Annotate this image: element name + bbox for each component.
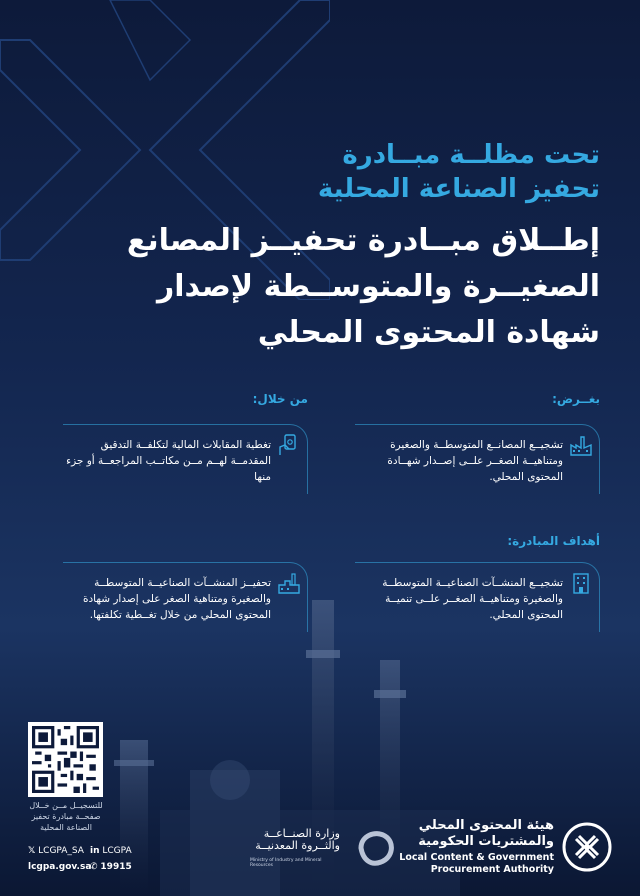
registration-qr-code[interactable]	[28, 722, 103, 797]
authority-name-ar-line-1: هيئة المحتوى المحلي	[418, 818, 554, 833]
headline-line-1: إطــلاق مبــادرة تحفيــز المصانع	[126, 223, 600, 258]
card-through-text: تغطية المقابلات المالية لتكلفــة التدقيق المقدمــة لهــم مــن مكاتــب المراجعــة أو جزء منها	[66, 439, 271, 483]
card-goal-1-text: تشجيــع المنشــآت الصناعيــة المتوسطــة والصغيرة ومتناهيــة الصغــر علــى تنميــة المحتوى المحلي.	[382, 577, 563, 621]
x-handle: LCGPA_SA	[38, 846, 84, 856]
phone-number[interactable]	[90, 862, 132, 872]
linkedin-handle: LCGPA	[102, 846, 132, 856]
qr-caption-line-3: الصناعة المحلية	[40, 823, 92, 832]
website-link[interactable]	[28, 862, 91, 872]
industrial-plant-icon	[277, 571, 301, 595]
card-goal-2	[63, 562, 308, 632]
x-social-link[interactable]	[28, 846, 84, 856]
qr-code-icon	[32, 726, 99, 793]
website-text: lcgpa.gov.sa	[28, 862, 92, 872]
headline-line-3: شهادة المحتوى المحلي	[257, 315, 600, 350]
card-goal-1	[355, 562, 600, 632]
linkedin-social-link[interactable]	[90, 846, 132, 856]
phone-text: 19915	[100, 862, 132, 872]
authority-name-ar-line-2: والمشتريات الحكومية	[418, 834, 554, 849]
card-purpose	[355, 424, 600, 494]
authority-name-en-line-2: Procurement Authority	[430, 864, 554, 875]
initiative-subheading	[180, 138, 600, 206]
subheading-line-2: تحفيز الصناعة المحلية	[317, 174, 600, 204]
qr-caption-line-2: صفحــة مبادرة تحفيز	[31, 812, 101, 821]
qr-caption	[18, 800, 114, 833]
ministry-name-ar	[250, 828, 340, 852]
authority-name-ar	[374, 818, 554, 850]
label-through: من خلال:	[252, 392, 308, 406]
ministry-name-en: Ministry of Industry and Mineral Resources	[250, 858, 322, 868]
main-headline	[40, 218, 600, 356]
authority-name-en-line-1: Local Content & Government	[399, 852, 554, 863]
payment-hand-icon	[277, 433, 301, 457]
label-goals: أهداف المبادرة:	[507, 534, 600, 548]
ministry-name-ar-line-2: والثــروة المعدنيــة	[255, 839, 340, 852]
phone-icon: ✆	[90, 862, 98, 872]
ministry-name-ar-line-1: وزارة الصنــاعــة	[263, 827, 340, 840]
card-through	[63, 424, 308, 494]
qr-caption-line-1: للتسجيــل مــن خــلال	[29, 801, 103, 810]
building-icon	[569, 571, 593, 595]
subheading-line-1: تحت مظلــة مبــادرة	[342, 140, 600, 170]
linkedin-icon: in	[90, 846, 100, 856]
factory-icon	[569, 433, 593, 457]
card-purpose-text: تشجيــع المصانــع المتوسطــة والصغيرة ومتناهيــة الصغــر علــى إصــدار شهــادة المحتوى المحلي.	[387, 439, 563, 483]
x-logo-icon: 𝕏	[28, 846, 36, 856]
authority-emblem-icon	[562, 822, 612, 872]
card-goal-2-text: تحفيــز المنشــآت الصناعيــة المتوسطــة والصغيرة ومتناهية الصغر على إصدار شهادة المحتوى المحلي من خلال تغــطية تكلفتها.	[83, 577, 271, 621]
authority-name-en	[374, 852, 554, 876]
label-purpose: بغــرض:	[552, 392, 600, 406]
headline-line-2: الصغيــرة والمتوســطة لإصدار	[156, 269, 600, 304]
